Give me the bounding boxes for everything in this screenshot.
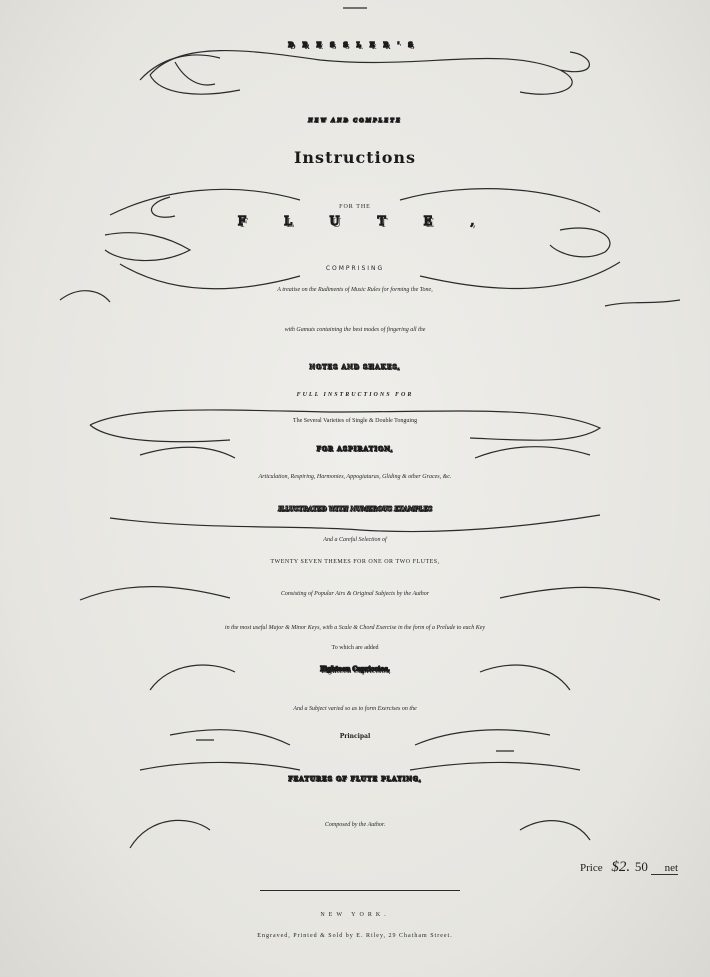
illustrated-heading: ILLUSTRATED WITH NUMEROUS EXAMPLES: [277, 506, 433, 513]
treatise-line: A treatise on the Rudiments of Music Rules for forming the Tone,: [277, 287, 433, 293]
price-cents: 50: [634, 859, 648, 874]
comprising-heading: COMPRISING: [325, 265, 385, 272]
features-heading: FEATURES OF FLUTE PLAYING,: [288, 776, 422, 783]
notes-and-shakes: NOTES AND SHAKES,: [309, 364, 401, 371]
instrument-title: FLUTE,: [237, 214, 513, 228]
consisting-line: Consisting of Popular Airs & Original Subjects by the Author: [280, 591, 430, 597]
price-net: net: [651, 862, 678, 875]
careful-selection-line: And a Careful Selection of: [323, 537, 387, 543]
themes-heading: TWENTY SEVEN THEMES FOR ONE OR TWO FLUTES,: [270, 559, 440, 565]
imprint-publisher: Engraved, Printed & Sold by E. Riley, 29 Chatham Street.: [257, 933, 453, 939]
articulation-line: Articulation, Respiring, Harmonies, Appogiaturas, Gliding & other Graces, &c.: [258, 474, 452, 480]
flourish-tonguing: [90, 410, 600, 442]
flourish-flute-right: [550, 228, 610, 257]
principal-heading: Principal: [339, 733, 371, 740]
gamuts-line: with Gamuts containing the best modes of fingering all the: [284, 327, 426, 333]
divider-rule: [260, 890, 460, 891]
imprint-city: NEW YORK.: [320, 912, 390, 918]
author-title: DRESSLER'S: [288, 42, 422, 49]
flourish-features: [140, 762, 580, 770]
flourish-dressler-left: [140, 55, 220, 85]
capriccios-heading: Eighteen Capriccios,: [320, 666, 390, 673]
for-the-label: FOR THE: [339, 204, 371, 210]
composed-by-line: Composed by the Author.: [324, 822, 386, 828]
to-which-line: To which are added: [331, 645, 379, 651]
flourish-instructions: [110, 189, 600, 218]
aspiration-heading: FOR ASPIRATION,: [316, 446, 394, 453]
keys-line: in the most useful Major & Minor Keys, with a Scale & Chord Exercise in the form of a Prelude to each Key: [224, 625, 486, 631]
flourish-treatise: [60, 291, 680, 306]
full-instructions-heading: FULL INSTRUCTIONS FOR: [296, 392, 414, 398]
flourish-flute-left: [105, 233, 190, 261]
flourish-illustrated: [110, 515, 600, 532]
tonguing-line: The Several Varieties of Single & Double Tonguing: [292, 418, 418, 424]
main-title-instructions: Instructions: [293, 148, 417, 167]
price-block: [580, 859, 678, 876]
price-label: Price: [580, 862, 603, 874]
flourish-dressler: [150, 51, 589, 95]
subject-varied-line: And a Subject varied so as to form Exercises on the: [293, 706, 417, 712]
price-amount: $2.: [611, 859, 631, 875]
subtitle-new-and-complete: NEW AND COMPLETE: [308, 118, 402, 124]
